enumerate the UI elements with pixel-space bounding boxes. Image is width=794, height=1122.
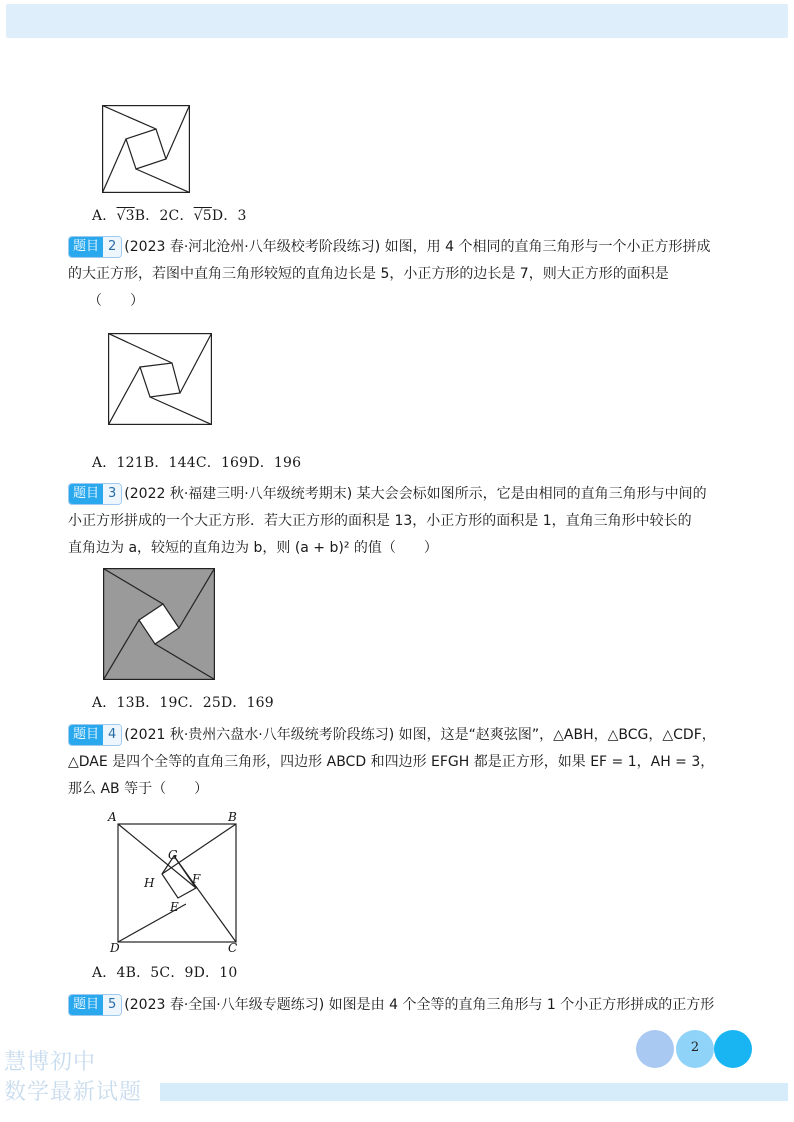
- q2-tag-number: 2: [103, 237, 121, 257]
- page-circle-prev: [636, 1030, 674, 1068]
- label-a: A: [108, 810, 117, 824]
- question-2: [68, 234, 728, 315]
- q4-tag-number: 4: [103, 725, 121, 745]
- q1-option-a-value: √3: [116, 208, 135, 224]
- q1-option-c-value: √5: [193, 208, 212, 224]
- label-f: F: [192, 872, 201, 886]
- figure-1-pinwheel-square: [102, 105, 190, 193]
- watermark: [4, 1048, 164, 1108]
- q2-line-2: 的大正方形，若图中直角三角形较短的直角边长是 5，小正方形的边长是 7，则大正方形的面积是: [68, 266, 669, 282]
- q5-tag: [68, 994, 122, 1016]
- figure-3-shaded-zhao-shuang-square: [103, 568, 215, 680]
- q4-line-3: 那么 AB 等于（ ）: [68, 781, 209, 797]
- q3-text-1: (2022 秋·福建三明·八年级统考期末) 某大会会标如图所示，它是由相同的直角三角形与中间的: [124, 486, 707, 502]
- q3-line-1: [68, 481, 728, 508]
- q2-options: A．121B．144C．169D．196: [92, 455, 302, 471]
- question-5: [68, 992, 728, 1019]
- q1-options: [92, 205, 247, 225]
- watermark-line-2: 数学最新试题: [4, 1080, 143, 1105]
- q5-line-1: [68, 992, 728, 1019]
- q2-tag: [68, 236, 122, 258]
- q3-tag-number: 3: [103, 484, 121, 504]
- page-number: 2: [690, 1040, 700, 1055]
- q3-line-2: 小正方形拼成的一个大正方形．若大正方形的面积是 13，小正方形的面积是 1，直角三角形中较长的: [68, 513, 692, 529]
- q4-options: A．4B．5C．9D．10: [92, 965, 238, 981]
- question-3: [68, 481, 728, 562]
- q2-text-1: (2023 春·河北沧州·八年级校考阶段练习) 如图，用 4 个相同的直角三角形与一个小正方形拼成: [124, 239, 711, 255]
- q1-option-d: D．3: [211, 208, 247, 224]
- question-4: [68, 722, 728, 803]
- q3-line-3: 直角边为 a，较短的直角边为 b，则 (a + b)² 的值（ ）: [68, 540, 438, 556]
- q1-option-b-c: B．2C．: [134, 208, 194, 224]
- q2-line-1: [68, 234, 728, 261]
- q4-line-1: [68, 722, 728, 749]
- label-g: G: [168, 848, 178, 862]
- footer-band: [160, 1083, 788, 1101]
- q5-tag-label: 题目: [69, 995, 103, 1015]
- q1-option-a-prefix: A．: [92, 208, 117, 224]
- q5-text-1: (2023 春·全国·八年级专题练习) 如图是由 4 个全等的直角三角形与 1 个小正方形拼成的正方形: [124, 997, 715, 1013]
- q4-tag: [68, 724, 122, 746]
- q2-line-3: （ ）: [88, 293, 144, 309]
- q3-tag-label: 题目: [69, 484, 103, 504]
- q4-text-1: (2021 秋·贵州六盘水·八年级统考阶段练习) 如图，这是“赵爽弦图”，△ABH，△BCG，△CDF，: [124, 727, 716, 743]
- label-e: E: [170, 900, 179, 914]
- q4-line-2: △DAE 是四个全等的直角三角形，四边形 ABCD 和四边形 EFGH 都是正方形，如果 EF = 1，AH = 3，: [68, 754, 715, 770]
- q3-options: A．13B．19C．25D．169: [92, 695, 274, 711]
- watermark-line-1: 慧博初中: [4, 1050, 97, 1075]
- page-circle-next: [714, 1030, 752, 1068]
- figure-4-zhao-shuang-labeled: [106, 808, 246, 954]
- q3-tag: [68, 483, 122, 505]
- q4-tag-label: 题目: [69, 725, 103, 745]
- label-d: D: [110, 941, 120, 954]
- label-h: H: [144, 876, 155, 890]
- label-b: B: [228, 810, 237, 824]
- q5-tag-number: 5: [103, 995, 121, 1015]
- q2-tag-label: 题目: [69, 237, 103, 257]
- header-band: [6, 4, 788, 38]
- label-c: C: [228, 941, 238, 954]
- figure-2-pinwheel-square: [108, 333, 212, 425]
